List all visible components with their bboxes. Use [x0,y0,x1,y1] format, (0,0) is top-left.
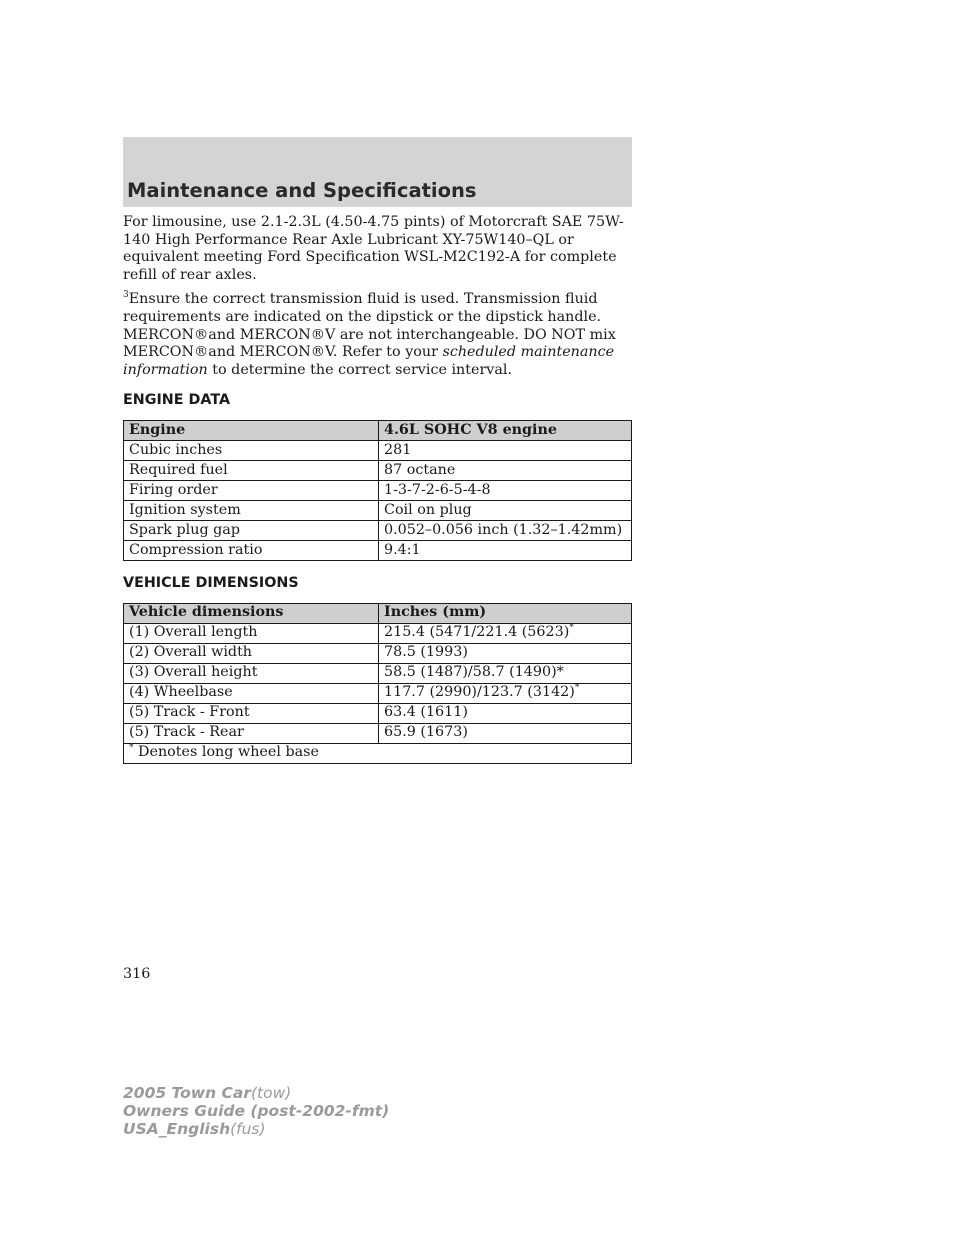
table-cell: Ignition system [124,500,379,520]
intro-paragraph: For limousine, use 2.1-2.3L (4.50-4.75 pints) of Motorcraft SAE 75W-140 High Performance Rear Axle Lubricant XY-75W140–QL or equivalent meeting Ford Specification WSL-M2C192-A for complete refill of rear axles. [123,214,624,283]
table-cell: Compression ratio [124,540,379,560]
table-cell [379,663,632,683]
table-cell: (1) Overall length [124,623,379,643]
footer-language: USA_English [123,1120,231,1138]
table-row [124,500,632,520]
footnote-text: Denotes long wheel base [138,744,319,761]
table-cell: 1-3-7-2-6-5-4-8 [379,480,632,500]
note-text-end: to determine the correct service interval. [212,361,513,378]
vehicle-dimensions-heading: VEHICLE DIMENSIONS [123,574,299,591]
footer-language-code: (fus) [230,1120,266,1138]
engine-data-heading: ENGINE DATA [123,392,231,409]
table-row [124,520,632,540]
cell-value: 63.4 (1611) [384,704,468,721]
table-cell: (3) Overall height [124,663,379,683]
table-cell: (2) Overall width [124,643,379,663]
transmission-note [123,291,633,379]
cell-value: 215.4 (5471/221.4 (5623) [384,624,570,641]
table-header-row [124,420,632,440]
note-italic-text: scheduled maintenance information [123,344,615,378]
cell-value: 78.5 (1993) [384,644,468,661]
table-cell [379,683,632,703]
table-row [124,480,632,500]
note-text: Ensure the correct transmission fluid is used. Transmission fluid requirements are indicated on the dipstick or the dipstick handle. MERCON®and MERCON®V are not interchangeable. DO NOT mix MERCON®and MERCON®V. Refer to your [123,291,616,361]
table-row [124,683,632,703]
table-cell: Spark plug gap [124,520,379,540]
footer-line [123,1084,389,1102]
section-header [123,137,632,207]
table-footnote [124,743,632,763]
table-row [124,663,632,683]
footer-model: 2005 Town Car [123,1084,251,1102]
table-cell: 87 octane [379,460,632,480]
table-cell [379,703,632,723]
column-header: Inches (mm) [379,603,632,623]
footer-model-code: (tow) [251,1084,292,1102]
cell-value: 58.5 (1487)/58.7 (1490)* [384,664,564,681]
table-cell: Firing order [124,480,379,500]
footer-line [123,1102,389,1120]
footer-guide: Owners Guide (post-2002-fmt) [123,1102,390,1120]
column-header: Vehicle dimensions [124,603,379,623]
footnote-ref: * [569,623,574,634]
table-row [124,723,632,743]
table-row [124,623,632,643]
note-marker: 3 [123,290,129,301]
table-row [124,703,632,723]
page-number: 316 [123,966,151,982]
table-cell: 0.052–0.056 inch (1.32–1.42mm) [379,520,632,540]
cell-value: 65.9 (1673) [384,724,468,741]
vehicle-dimensions-table [123,603,632,764]
table-footnote-row [124,743,632,763]
table-cell: (5) Track - Front [124,703,379,723]
table-cell [379,623,632,643]
document-footer [123,1084,389,1138]
cell-value: 117.7 (2990)/123.7 (3142) [384,684,575,701]
table-cell: Coil on plug [379,500,632,520]
table-cell [379,723,632,743]
table-row [124,540,632,560]
column-header: 4.6L SOHC V8 engine [379,420,632,440]
table-header-row [124,603,632,623]
table-cell: Cubic inches [124,440,379,460]
section-title: Maintenance and Specifications [127,179,477,202]
table-row [124,643,632,663]
table-cell: (5) Track - Rear [124,723,379,743]
table-cell [379,643,632,663]
table-cell: 9.4:1 [379,540,632,560]
column-header: Engine [124,420,379,440]
page-content [123,214,633,778]
table-cell: 281 [379,440,632,460]
footnote-marker: * [129,743,134,754]
table-cell: Required fuel [124,460,379,480]
table-row [124,440,632,460]
footnote-ref: * [574,683,580,694]
engine-data-table [123,420,632,561]
footer-line [123,1120,389,1138]
table-row [124,460,632,480]
table-cell: (4) Wheelbase [124,683,379,703]
